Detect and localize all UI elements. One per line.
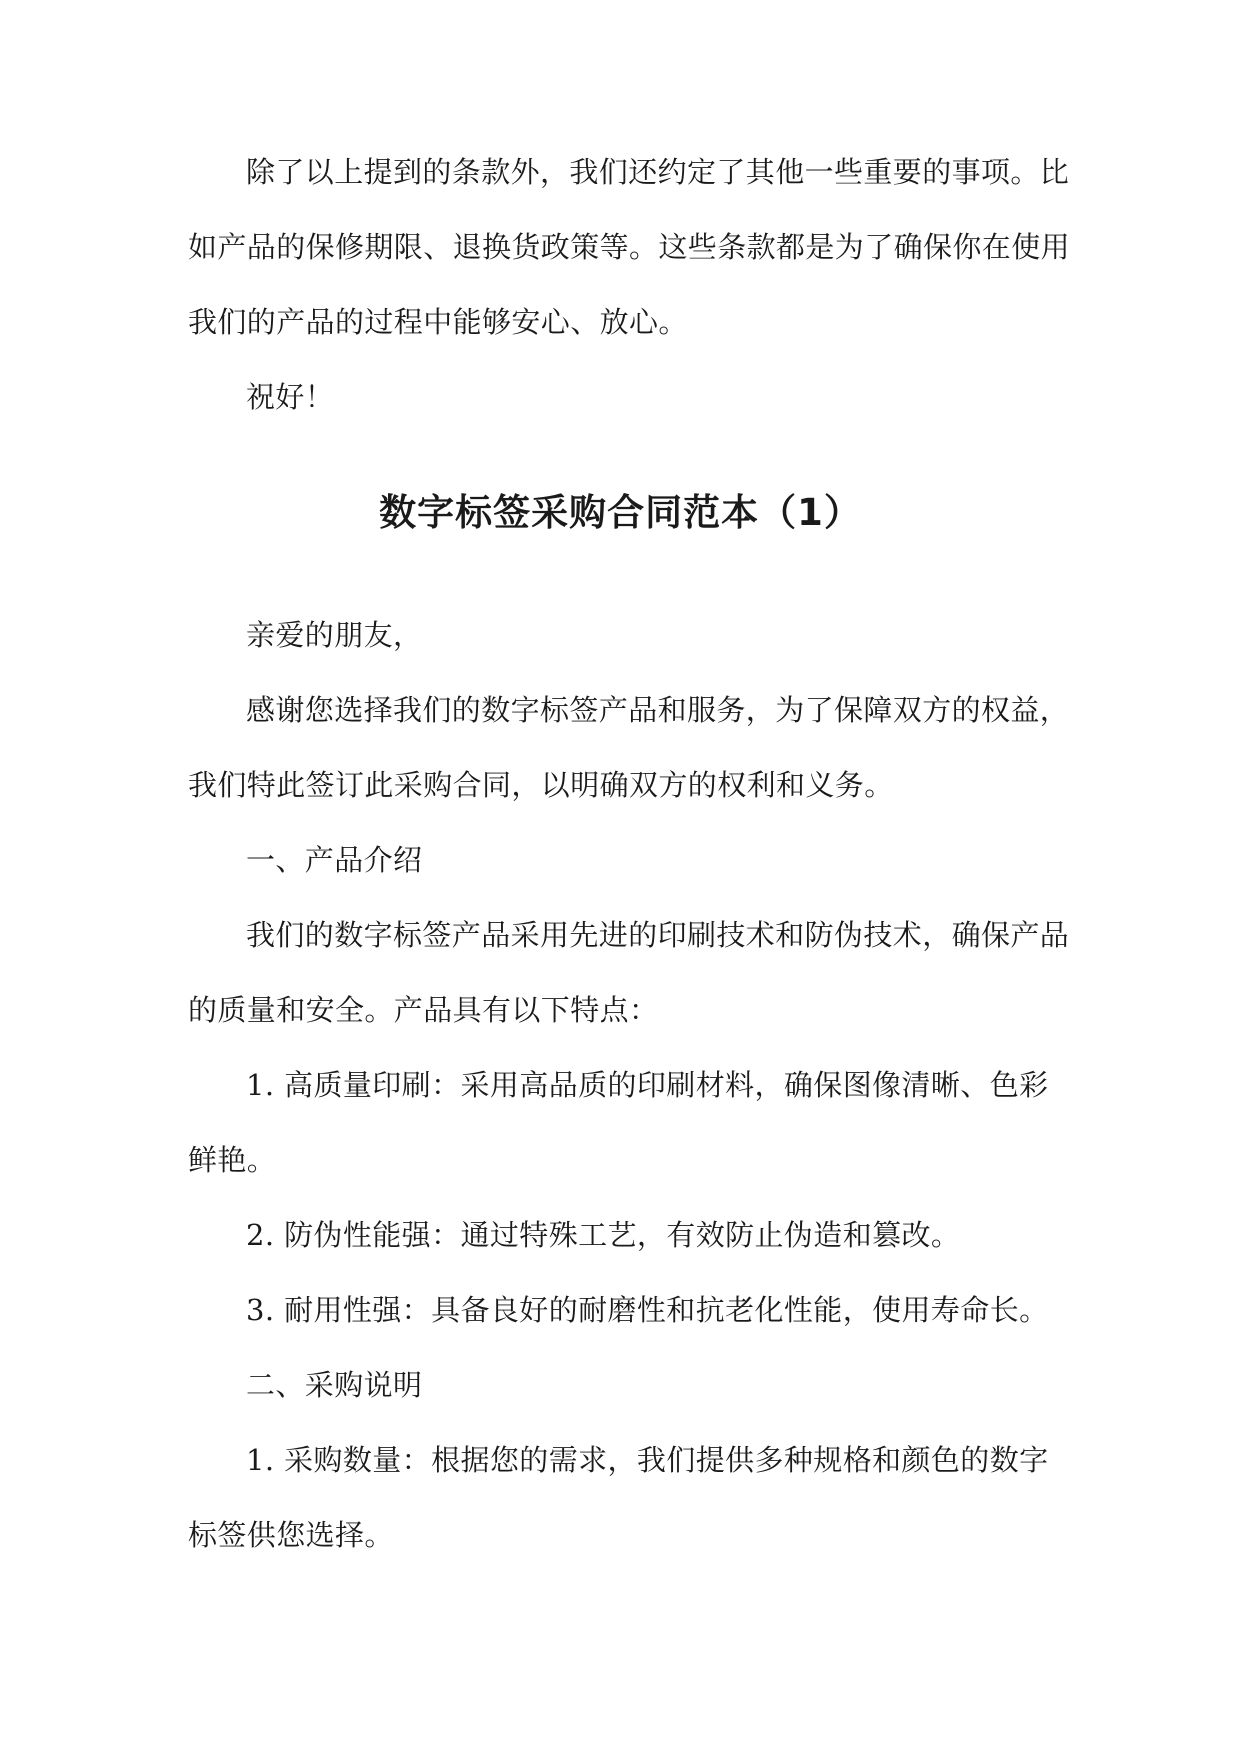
section-1-heading: 一、产品介绍	[246, 843, 423, 877]
feature-1-line-1: 1. 高质量印刷：采用高品质的印刷材料，确保图像清晰、色彩	[246, 1068, 1049, 1102]
intro-line-1: 除了以上提到的条款外，我们还约定了其他一些重要的事项。比	[246, 155, 1070, 189]
intro-line-2: 如产品的保修期限、退换货政策等。这些条款都是为了确保你在使用	[188, 230, 1071, 264]
feature-1-line-2: 鲜艳。	[188, 1143, 277, 1177]
closing-line: 祝好！	[246, 380, 335, 414]
thanks-line-1: 感谢您选择我们的数字标签产品和服务，为了保障双方的权益，	[246, 693, 1070, 727]
section-2-heading: 二、采购说明	[246, 1368, 423, 1402]
feature-2-line: 2. 防伪性能强：通过特殊工艺，有效防止伪造和篡改。	[246, 1218, 961, 1252]
thanks-line-2: 我们特此签订此采购合同，以明确双方的权利和义务。	[188, 768, 894, 802]
intro-line-3: 我们的产品的过程中能够安心、放心。	[188, 305, 688, 339]
section-1-paragraph-line-2: 的质量和安全。产品具有以下特点：	[188, 993, 659, 1027]
feature-3-line: 3. 耐用性强：具备良好的耐磨性和抗老化性能，使用寿命长。	[246, 1293, 1049, 1327]
purchase-1-line-1: 1. 采购数量：根据您的需求，我们提供多种规格和颜色的数字	[246, 1443, 1049, 1477]
purchase-1-line-2: 标签供您选择。	[188, 1518, 394, 1552]
document-title: 数字标签采购合同范本（1）	[379, 491, 862, 534]
greeting-line: 亲爱的朋友，	[246, 618, 423, 652]
section-1-paragraph-line-1: 我们的数字标签产品采用先进的印刷技术和防伪技术，确保产品	[246, 918, 1070, 952]
